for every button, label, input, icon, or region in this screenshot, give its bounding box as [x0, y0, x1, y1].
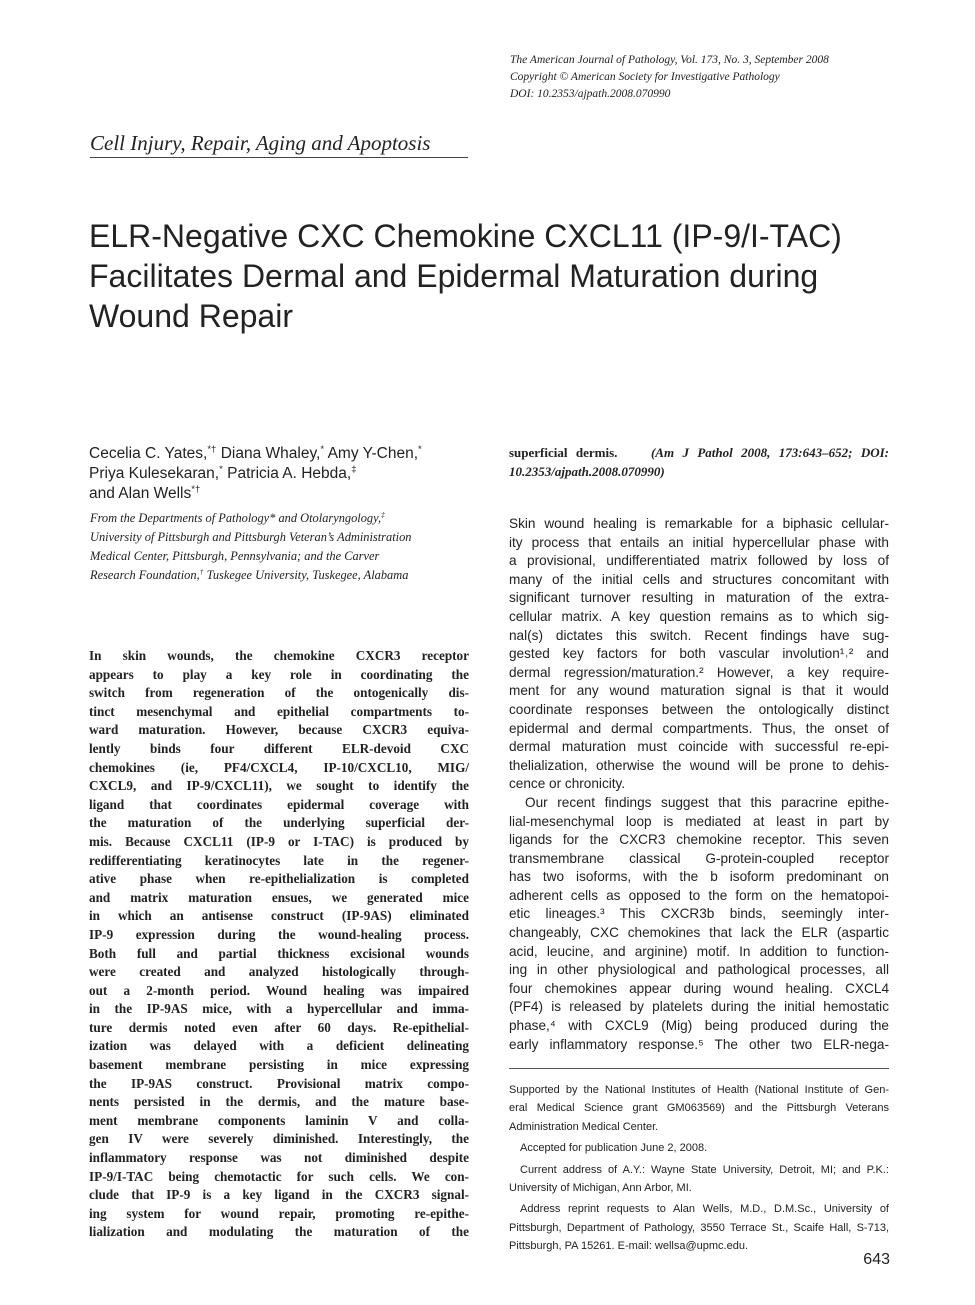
body-line: cence or chronicity. — [509, 776, 626, 792]
author-marker: *† — [207, 443, 217, 455]
body-line: ing in other physiological and pathological processes, all — [509, 962, 889, 978]
author-name: Diana Whaley, — [220, 445, 321, 462]
abstract-line: ing system for wound repair, promoting re-epithe- — [89, 1205, 469, 1221]
footnote-divider — [509, 1068, 889, 1069]
body-line: early inflammatory response.⁵ The other two ELR-nega- — [509, 1036, 889, 1052]
journal-header — [510, 52, 950, 103]
abstract-line: lently binds four different ELR-devoid CXC — [89, 740, 469, 756]
author-marker: *† — [191, 483, 201, 495]
abstract-line: in which an antisense construct (IP-9AS) eliminated — [89, 908, 469, 924]
abstract-line: basement membrane persisting in mice expressing — [89, 1057, 469, 1073]
body-line: lial-mesenchymal loop is mediated at least in part by — [509, 813, 889, 829]
footnote-line: University of Michigan, Ann Arbor, MI. — [509, 1181, 692, 1194]
abstract-final-text: superficial dermis. — [509, 445, 618, 460]
body-line: gested key factors for both vascular involution¹˒² and — [509, 646, 889, 662]
footnote-accepted: Accepted for publication June 2, 2008. — [520, 1142, 708, 1155]
body-line: ment for any wound maturation signal is that it would — [509, 683, 889, 699]
body-line: ity process that entails an initial hypercellular phase with — [509, 534, 889, 550]
article-title — [89, 216, 929, 336]
footnote-line: Current address of A.Y.: Wayne State University, Detroit, MI; and P.K.: — [520, 1163, 889, 1176]
affiliation-marker: ‡ — [381, 509, 385, 519]
page-number: 643 — [863, 1251, 890, 1268]
abstract-line: inflammatory response was not diminished despite — [89, 1150, 469, 1166]
abstract-line: and matrix maturation ensues, we generated mice — [89, 889, 469, 905]
affiliation-text: Medical Center, Pittsburgh, Pennsylvania; and the Carver — [90, 549, 380, 563]
body-line: acid, leucine, and arginine) motif. In addition to function- — [509, 943, 889, 959]
affiliation — [90, 509, 480, 585]
abstract-line: were created and analyzed histologically through- — [89, 964, 469, 980]
footnote-line: Administration Medical Center. — [509, 1120, 659, 1133]
body-line: transmembrane classical G-protein-coupled receptor — [509, 850, 889, 866]
affiliation-text: Tuskegee University, Tuskegee, Alabama — [203, 568, 409, 582]
title-line: ELR-Negative CXC Chemokine CXCL11 (IP-9/I-TAC) — [89, 218, 842, 254]
abstract-line: chemokines (ie, PF4/CXCL4, IP-10/CXCL10, MIG/ — [89, 759, 469, 775]
body-line: a provisional, undifferentiated matrix followed by loss of — [509, 553, 889, 569]
journal-doi: DOI: 10.2353/ajpath.2008.070990 — [510, 88, 671, 100]
abstract-line: the IP-9AS construct. Provisional matrix compo- — [89, 1075, 469, 1091]
abstract-line: switch from regeneration of the ontogenically dis- — [89, 685, 469, 701]
body-line: (PF4) is released by platelets during the initial hemostatic — [509, 999, 889, 1015]
abstract-line: out a 2-month period. Wound healing was impaired — [89, 982, 469, 998]
body-line: Our recent findings suggest that this paracrine epithe- — [525, 794, 889, 810]
abstract-line: the maturation of the underlying superficial der- — [89, 815, 469, 831]
abstract-citation: (Am J Pathol 2008, 173:643–652; DOI: — [650, 445, 889, 460]
abstract-line: clude that IP-9 is a key ligand in the CXCR3 signal- — [89, 1187, 469, 1203]
footnote-line: Supported by the National Institutes of Health (National Institute of Gen- — [509, 1084, 889, 1096]
abstract-line: ative phase when re-epithelialization is completed — [89, 871, 469, 887]
title-line: Wound Repair — [89, 298, 293, 334]
abstract-line: in the IP-9AS mice, with a hypercellular and imma- — [89, 1001, 469, 1017]
body-line: coordinate responses between the ontologically distinct — [509, 701, 889, 717]
footnote-line: Pittsburgh, Department of Pathology, 3550 Terrace St., Scaife Hall, S-713, — [509, 1221, 889, 1234]
abstract-line: redifferentiating keratinocytes late in the regener- — [89, 852, 469, 868]
body-line: many of the initial cells and structures concomitant with — [509, 571, 889, 587]
footnote-line: Address reprint requests to Alan Wells, M.D., D.M.Sc., University of — [520, 1203, 889, 1216]
author-name: Priya Kulesekaran, — [89, 465, 220, 482]
author-list — [89, 444, 479, 504]
body-line: cellular matrix. A key question remains as to which sig- — [509, 608, 889, 624]
abstract-line: tinct mesenchymal and epithelial compartments to- — [89, 703, 469, 719]
abstract — [89, 647, 469, 1242]
section-heading: Cell Injury, Repair, Aging and Apoptosis — [90, 131, 431, 155]
abstract-line: nents persisted in the dermis, and the mature base- — [89, 1094, 469, 1110]
journal-copyright: Copyright © American Society for Investigative Pathology — [510, 71, 780, 83]
author-name: Cecelia C. Yates, — [89, 445, 208, 462]
abstract-line: In skin wounds, the chemokine CXCR3 receptor — [89, 648, 469, 663]
body-line: Skin wound healing is remarkable for a biphasic cellular- — [509, 516, 889, 531]
abstract-line: mis. Because CXCL11 (IP-9 or I-TAC) is produced by — [89, 833, 469, 849]
abstract-line: CXCL9, and IP-9/CXCL11), we sought to identify the — [89, 778, 469, 794]
abstract-line: appears to play a key role in coordinating the — [89, 666, 469, 682]
abstract-line: IP-9/I-TAC being chemotactic for such cells. We con- — [89, 1168, 469, 1184]
body-text — [509, 515, 889, 1054]
author-marker: * — [418, 443, 422, 455]
abstract-line: IP-9 expression during the wound-healing process. — [89, 926, 469, 942]
body-line: changeably, CXC chemokines that lack the ELR (aspartic — [509, 925, 889, 941]
body-line: dermal maturation must coincide with successful re-epi- — [509, 739, 889, 755]
body-line: significant turnover resulting in maturation of the extra- — [509, 590, 889, 606]
title-line: Facilitates Dermal and Epidermal Maturation during — [89, 258, 819, 294]
body-line: adherent cells as opposed to the form on the hematopoi- — [509, 887, 889, 903]
abstract-line: gen IV were severely diminished. Interestingly, the — [89, 1131, 469, 1147]
affiliation-text: University of Pittsburgh and Pittsburgh Veteran’s Administration — [90, 530, 412, 544]
abstract-line: Both full and partial thickness excisional wounds — [89, 945, 469, 961]
abstract-line: ligand that coordinates epidermal coverage with — [89, 796, 469, 812]
footnotes — [509, 1081, 889, 1256]
affiliation-text: From the Departments of Pathology — [90, 511, 270, 525]
footnote-line: Pittsburgh, PA 15261. E-mail: wellsa@upmc.edu. — [509, 1240, 749, 1253]
author-marker: ‡ — [351, 463, 357, 475]
body-line: phase,⁴ with CXCL9 (Mig) being produced during the — [509, 1018, 889, 1034]
body-line: nal(s) dictates this switch. Recent findings have sug- — [509, 627, 889, 643]
affiliation-text: Research Foundation, — [90, 568, 200, 582]
abstract-line: ture dermis noted even after 60 days. Re-epithelial- — [89, 1019, 469, 1035]
abstract-line: ment membrane components laminin V and colla- — [89, 1112, 469, 1128]
body-line: four chemokines appear during wound healing. CXCL4 — [509, 980, 889, 996]
body-line: epidermal and dermal compartments. Thus, the onset of — [509, 720, 889, 736]
journal-citation: The American Journal of Pathology, Vol. 173, No. 3, September 2008 — [510, 54, 829, 66]
abstract-line: ward maturation. However, because CXCR3 equiva- — [89, 722, 469, 738]
author-name: and Alan Wells — [89, 485, 192, 502]
affiliation-marker: † — [199, 566, 204, 576]
author-marker: * — [219, 463, 223, 475]
author-name: Amy Y-Chen, — [327, 445, 419, 462]
author-name: Patricia A. Hebda, — [227, 465, 352, 482]
section-divider — [90, 157, 468, 158]
author-marker: * — [320, 443, 325, 455]
abstract-line: lialization and modulating the maturation of the — [89, 1224, 469, 1240]
abstract-end — [509, 444, 889, 481]
body-line: dermal regression/maturation.² However, a key require- — [509, 664, 889, 680]
body-line: has two isoforms, with the b isoform predominant on — [509, 869, 889, 885]
footnote-line: eral Medical Science grant GM063569) and the Pittsburgh Veterans — [509, 1102, 889, 1115]
body-line: etic lineages.³ This CXCR3b binds, seemingly inter- — [509, 906, 889, 922]
body-line: thelialization, otherwise the wound will be prone to dehis- — [509, 757, 889, 773]
affiliation-text: * and Otolaryngology, — [269, 511, 382, 525]
body-line: ligands for the CXCR3 chemokine receptor. This seven — [509, 832, 889, 848]
abstract-citation-doi: 10.2353/ajpath.2008.070990) — [509, 463, 665, 479]
abstract-line: ization was delayed with a deficient delineating — [89, 1038, 469, 1054]
